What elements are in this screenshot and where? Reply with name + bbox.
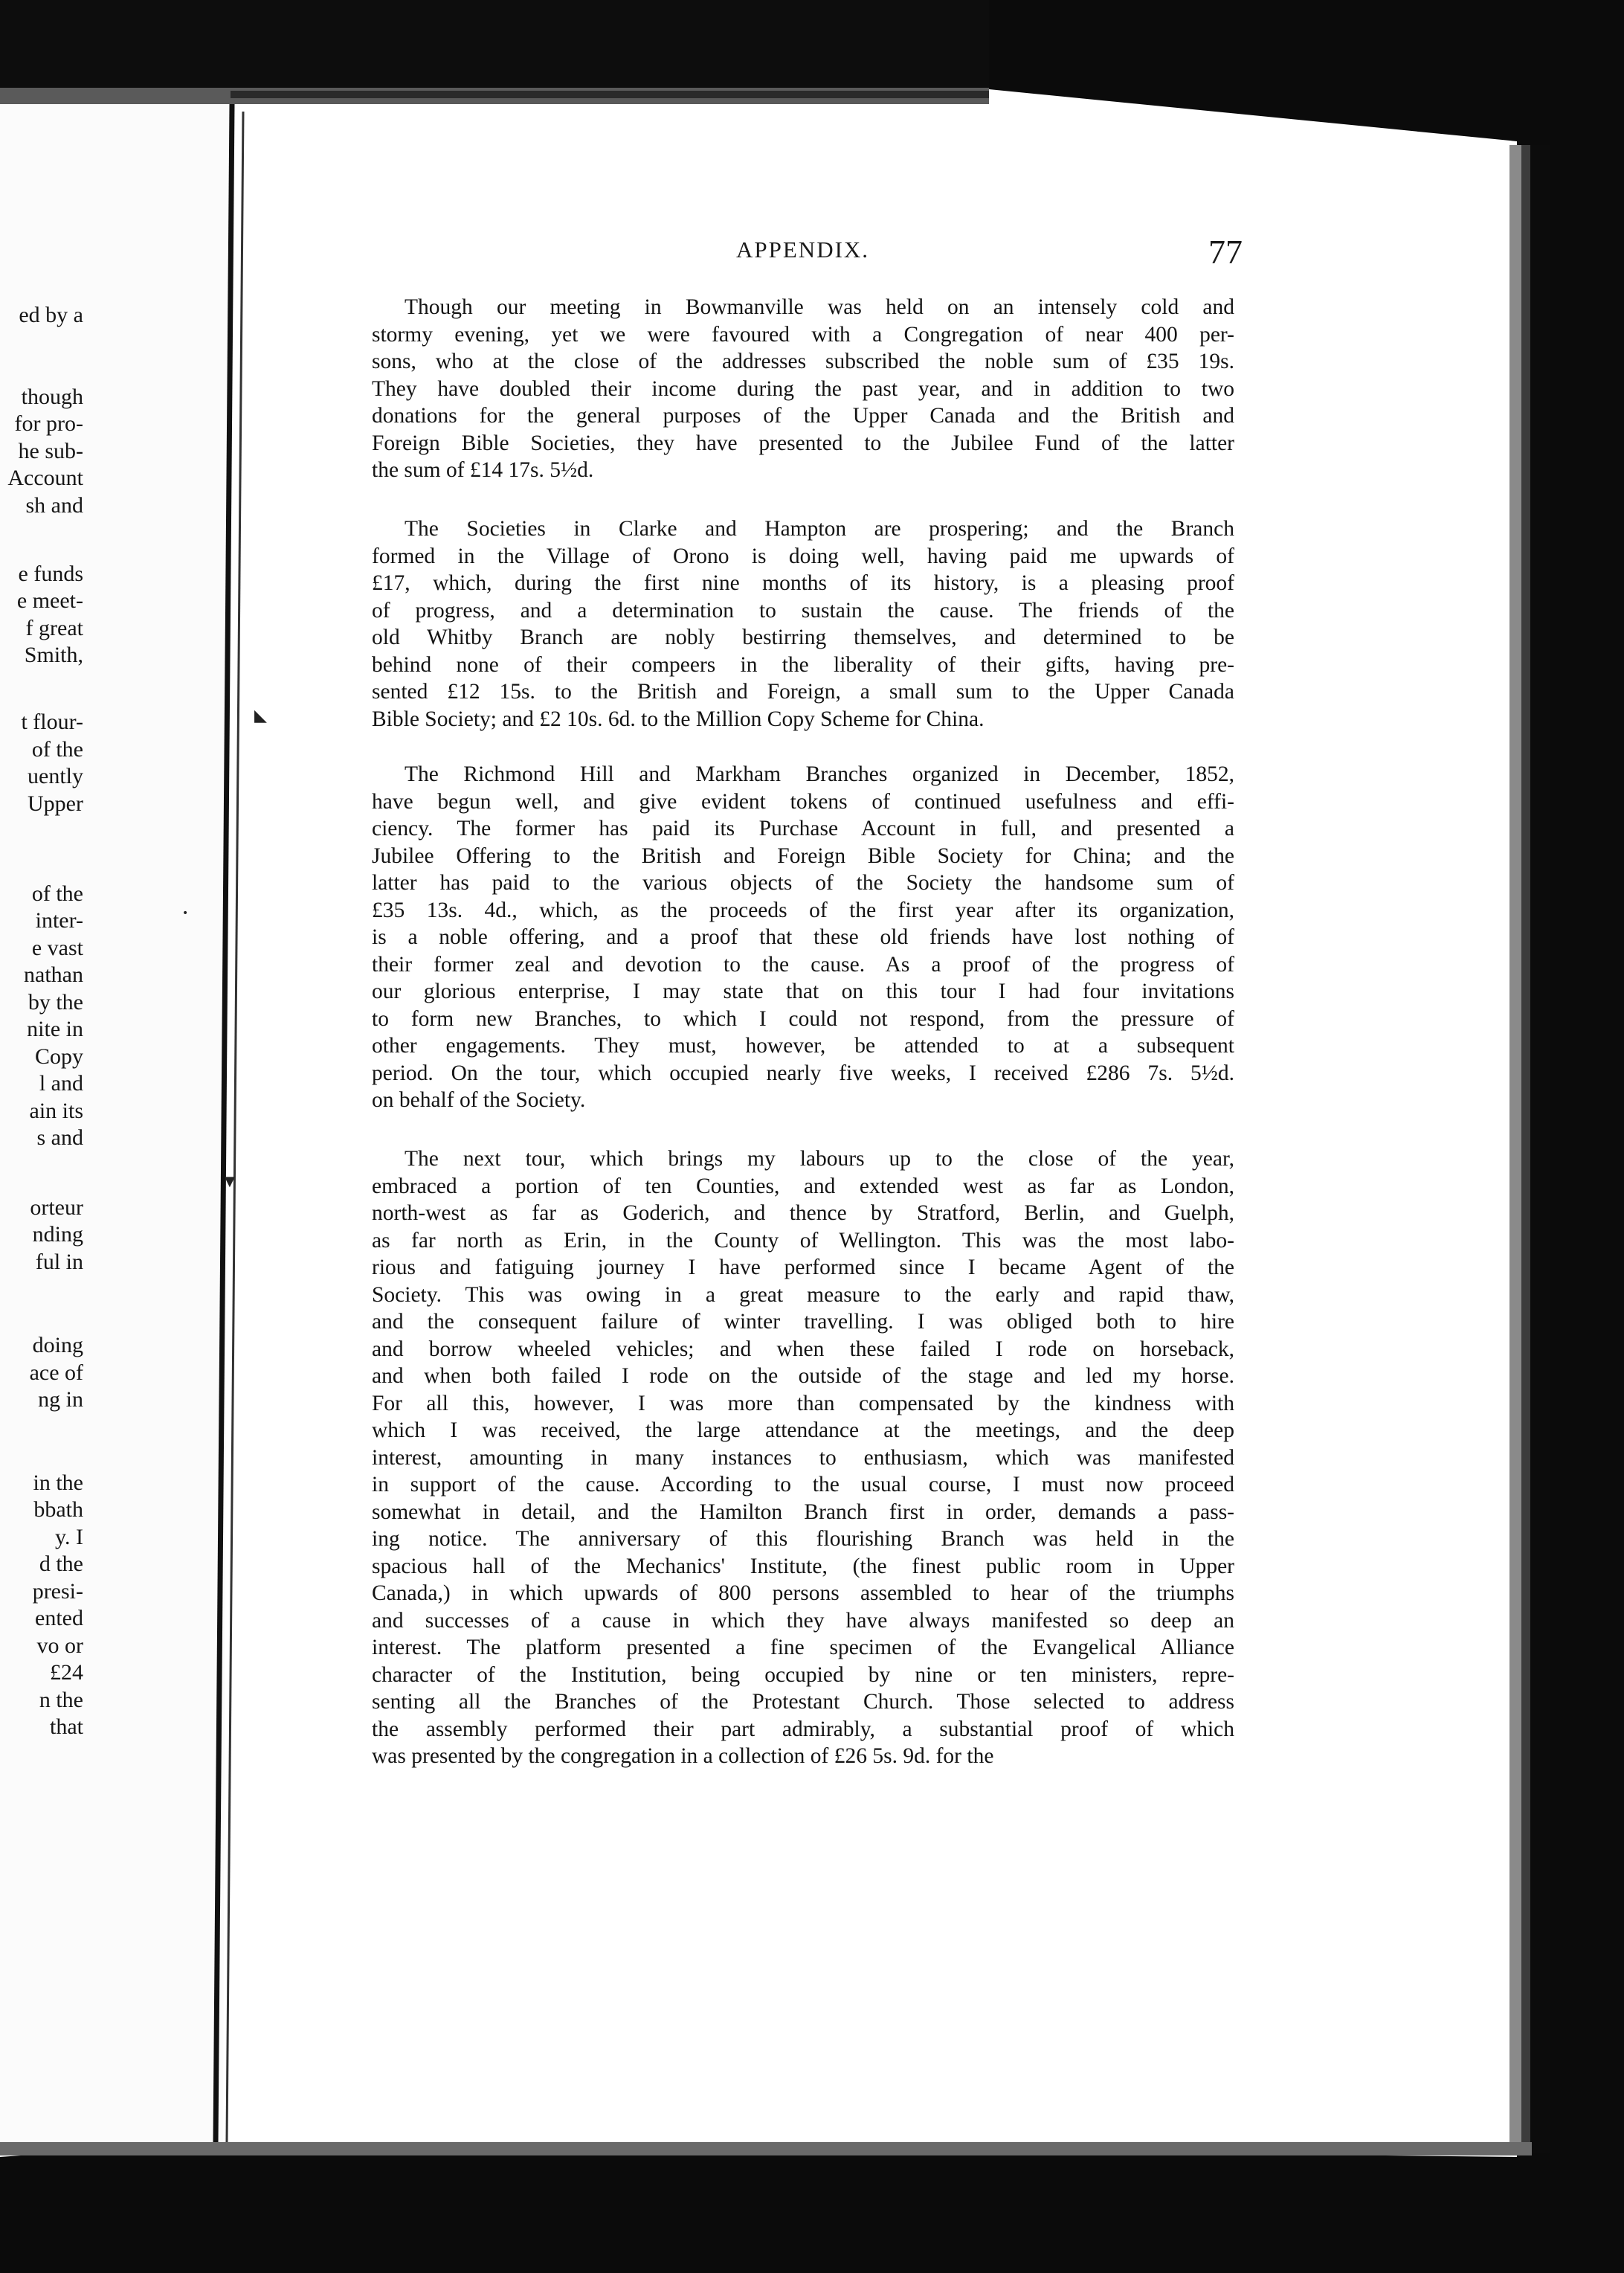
text-line: and the consequent failure of winter travelling. I was obliged both to hire xyxy=(372,1310,1234,1334)
text-line: stormy evening, yet we were favoured with a Congregation of near 400 per- xyxy=(372,322,1234,347)
text-line: formed in the Village of Orono is doing well, having paid me upwards of xyxy=(372,544,1234,568)
text-line: character of the Institution, being occupied by nine or ten ministers, repre- xyxy=(372,1662,1234,1687)
left-page-fragment: uently xyxy=(28,764,83,788)
left-page-fragment: nite in xyxy=(27,1017,83,1041)
left-page-fragment: ented xyxy=(35,1606,83,1630)
left-page-fragment: £24 xyxy=(50,1660,83,1685)
left-page-fragment: bbath xyxy=(33,1497,83,1522)
left-page-fragment: by the xyxy=(28,990,83,1015)
left-page-fragment: vo or xyxy=(36,1633,83,1658)
text-line: Jubilee Offering to the British and Foreign Bible Society for China; and the xyxy=(372,843,1234,868)
text-line: rious and fatiguing journey I have performed since I became Agent of the xyxy=(372,1256,1234,1279)
margin-mark-arrow: ◣ xyxy=(254,707,267,725)
left-page-fragment: of the xyxy=(31,881,83,906)
left-page-fragment: orteur xyxy=(30,1195,83,1220)
text-line: on behalf of the Society. xyxy=(372,1088,586,1112)
text-line: and borrow wheeled vehicles; and when these failed I rode on horseback, xyxy=(372,1337,1234,1361)
text-line: spacious hall of the Mechanics' Institute, (the finest public room in Upper xyxy=(372,1554,1234,1578)
text-line: Though our meeting in Bowmanville was held on an intensely cold and xyxy=(405,295,1234,319)
left-page-fragment: ful in xyxy=(35,1250,83,1274)
text-line: in support of the cause. According to the usual course, I must now proceed xyxy=(372,1473,1234,1496)
text-line: the sum of £14 17s. 5½d. xyxy=(372,458,594,482)
text-line: their former zeal and devotion to the cause. As a proof of the progress of xyxy=(372,952,1234,977)
text-line: donations for the general purposes of the Upper Canada and the British and xyxy=(372,404,1234,428)
text-line: have begun well, and give evident tokens of continued usefulness and effi- xyxy=(372,789,1234,814)
left-page-fragment: ng in xyxy=(38,1387,83,1412)
text-line: £17, which, during the first nine months of its history, is a pleasing proof xyxy=(372,571,1234,595)
left-page-fragment: for pro- xyxy=(14,411,83,436)
text-line: our glorious enterprise, I may state that on this tour I had four invitations xyxy=(372,980,1234,1003)
left-page-fragment: in the xyxy=(33,1470,83,1495)
text-line: ing notice. The anniversary of this flourishing Branch was held in the xyxy=(372,1527,1234,1551)
text-line: The next tour, which brings my labours up to the close of the year, xyxy=(405,1147,1234,1171)
left-page-fragment: Smith, xyxy=(24,643,83,667)
left-page-fragment: l and xyxy=(39,1071,83,1096)
left-page-fragment: y. I xyxy=(54,1525,83,1549)
text-line: They have doubled their income during the past year, and in addition to two xyxy=(372,376,1234,401)
paragraph-richmond-hill xyxy=(372,761,1234,1114)
left-page-fragment: e funds xyxy=(18,562,83,586)
text-line: ciency. The former has paid its Purchase Account in full, and presented a xyxy=(372,817,1234,840)
left-page-fragment: ace of xyxy=(29,1360,83,1385)
left-page-fragment: e meet- xyxy=(16,588,83,613)
running-head: APPENDIX. xyxy=(736,237,870,263)
left-page-fragment: nding xyxy=(32,1222,83,1247)
text-line: latter has paid to the various objects of the Society the handsome sum of xyxy=(372,871,1234,895)
text-line: as far north as Erin, in the County of Wellington. This was the most labo- xyxy=(372,1228,1234,1253)
text-line: north-west as far as Goderich, and thence by Stratford, Berlin, and Guelph, xyxy=(372,1201,1234,1225)
left-page-fragment: d the xyxy=(39,1552,83,1576)
text-line: interest, amounting in many instances to enthusiasm, which was manifested xyxy=(372,1445,1234,1470)
text-line: £35 13s. 4d., which, as the proceeds of the first year after its organization, xyxy=(372,898,1234,922)
left-page-fragment: n the xyxy=(39,1688,83,1712)
text-line: and when both failed I rode on the outside of the stage and led my horse. xyxy=(372,1364,1234,1388)
left-page-fragment: presi- xyxy=(32,1579,83,1604)
text-line: and successes of a cause in which they have always manifested so deep an xyxy=(372,1608,1234,1633)
paragraph-next-tour xyxy=(372,1145,1234,1770)
left-page-fragment: Upper xyxy=(28,791,83,816)
text-line: Society. This was owing in a great measure to the early and rapid thaw, xyxy=(372,1282,1234,1307)
left-page-fragment: f great xyxy=(25,616,83,640)
left-page-fragment: he sub- xyxy=(18,439,83,463)
text-line: Bible Society; and £2 10s. 6d. to the Million Copy Scheme for China. xyxy=(372,707,985,731)
text-line: senting all the Branches of the Protestant Church. Those selected to address xyxy=(372,1690,1234,1714)
text-line: interest. The platform presented a fine specimen of the Evangelical Alliance xyxy=(372,1636,1234,1659)
left-page-fragment: that xyxy=(50,1714,83,1739)
left-page-fragment: though xyxy=(21,385,83,409)
text-line: period. On the tour, which occupied nearly five weeks, I received £286 7s. 5½d. xyxy=(372,1061,1234,1085)
text-line: Canada,) in which upwards of 800 persons assembled to hear of the triumphs xyxy=(372,1581,1234,1605)
text-line: embraced a portion of ten Counties, and extended west as far as London, xyxy=(372,1174,1234,1198)
left-page-fragment: inter- xyxy=(35,908,83,933)
left-page-fragment: doing xyxy=(32,1333,83,1357)
page-number: 77 xyxy=(1208,233,1243,271)
left-page-fragment: of the xyxy=(31,737,83,762)
text-line: is a noble offering, and a proof that these old friends have lost nothing of xyxy=(372,925,1234,949)
text-line: other engagements. They must, however, be attended to at a subsequent xyxy=(372,1034,1234,1058)
text-line: The Richmond Hill and Markham Branches organized in December, 1852, xyxy=(405,762,1234,786)
margin-mark-dot: • xyxy=(182,907,189,919)
text-line: old Whitby Branch are nobly bestirring themselves, and determined to be xyxy=(372,626,1234,649)
left-page-fragment: t flour- xyxy=(21,710,83,734)
left-page-fragment: ed by a xyxy=(19,303,83,327)
text-line: to form new Branches, to which I could not respond, from the pressure of xyxy=(372,1006,1234,1031)
text-line: somewhat in detail, and the Hamilton Branch first in order, demands a pass- xyxy=(372,1499,1234,1524)
text-line: The Societies in Clarke and Hampton are prospering; and the Branch xyxy=(405,517,1234,541)
text-line: sented £12 15s. to the British and Foreign, a small sum to the Upper Canada xyxy=(372,680,1234,704)
left-page-fragment: s and xyxy=(36,1125,83,1150)
left-page-fragment: ain its xyxy=(29,1099,83,1123)
paragraph-bowmanville xyxy=(372,294,1234,484)
left-page-fragment: Copy xyxy=(34,1044,83,1069)
text-line: was presented by the congregation in a collection of £26 5s. 9d. for the xyxy=(372,1744,994,1768)
left-page-fragment: e vast xyxy=(31,936,83,960)
left-page-fragment: Account xyxy=(7,466,83,490)
text-line: For all this, however, I was more than compensated by the kindness with xyxy=(372,1391,1234,1415)
text-line: of progress, and a determination to sustain the cause. The friends of the xyxy=(372,598,1234,623)
text-line: behind none of their compeers in the liberality of their gifts, having pre- xyxy=(372,652,1234,677)
text-line: Foreign Bible Societies, they have presented to the Jubilee Fund of the latter xyxy=(372,431,1234,455)
text-line: which I was received, the large attendance at the meetings, and the deep xyxy=(372,1418,1234,1442)
text-line: sons, who at the close of the addresses subscribed the noble sum of £35 19s. xyxy=(372,350,1234,373)
paragraph-clarke-hampton xyxy=(372,515,1234,733)
text-line: the assembly performed their part admirably, a substantial proof of which xyxy=(372,1717,1234,1741)
margin-mark-triangle: ▼ xyxy=(225,1174,235,1189)
left-page-fragment: sh and xyxy=(25,493,83,518)
left-page-fragment: nathan xyxy=(24,962,83,987)
